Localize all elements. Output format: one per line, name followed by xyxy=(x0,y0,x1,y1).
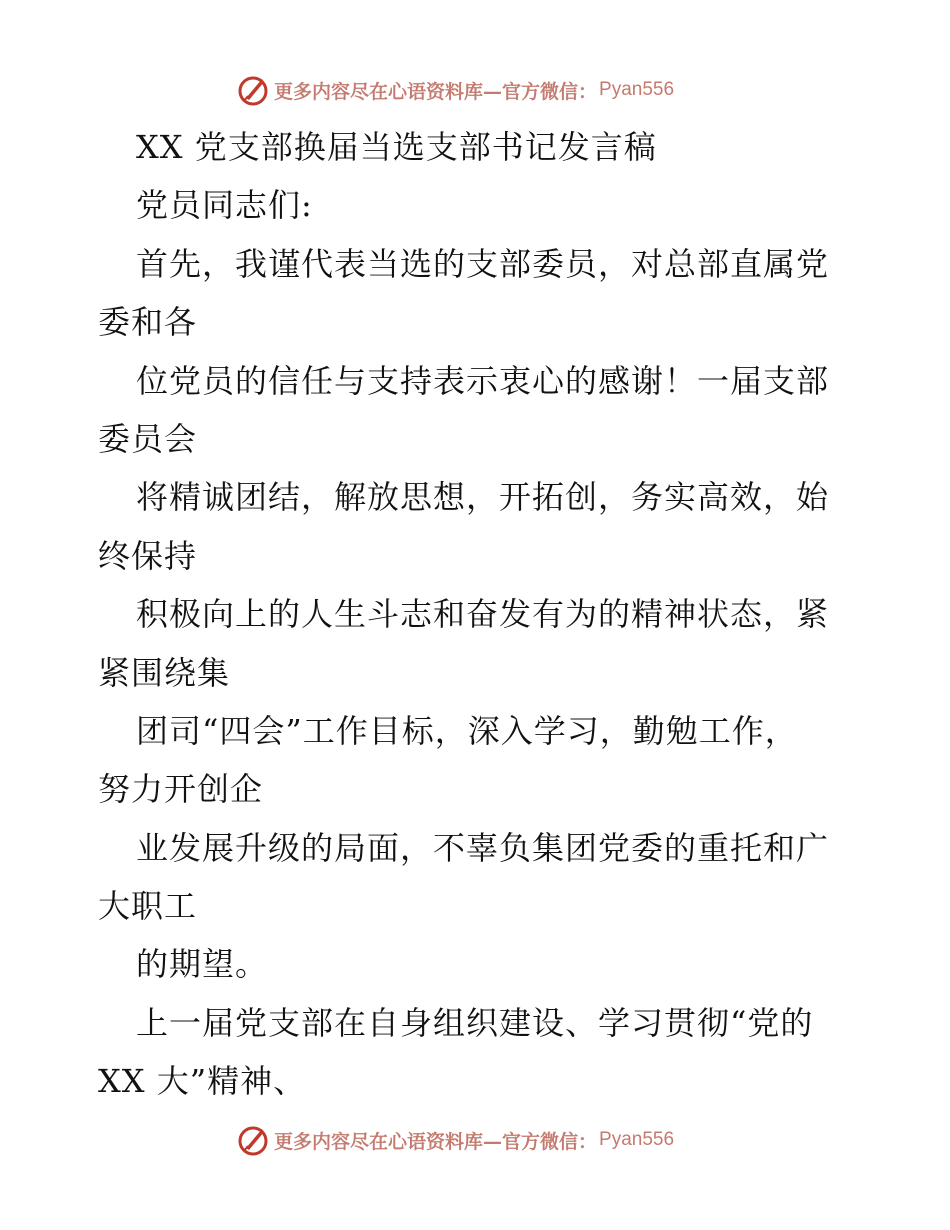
paragraph-line: 委员会 xyxy=(98,419,198,458)
document-body xyxy=(98,118,858,1111)
paragraph-line: 的期望。 xyxy=(136,945,269,984)
paragraph-line: 紧围绕集 xyxy=(98,653,231,692)
header-banner-text: 更多内容尽在心语资料库—官方微信： xyxy=(274,80,598,103)
paragraph-line: 大职工 xyxy=(98,887,198,926)
paragraph-line: 努力开创企 xyxy=(98,770,264,809)
paragraph-line: 积极向上的人生斗志和奋发有为的精神状态，紧 xyxy=(136,595,830,634)
footer-banner xyxy=(236,1122,674,1158)
quill-logo-icon xyxy=(236,1123,270,1157)
paragraph-line: 首先，我谨代表当选的支部委员，对总部直属党 xyxy=(136,244,830,283)
footer-banner-brand: Pyan556 xyxy=(599,1129,675,1150)
paragraph-line: 位党员的信任与支持表示衷心的感谢！一届支部 xyxy=(136,361,830,400)
document-title: XX 党支部换届当选支部书记发言稿 xyxy=(136,128,657,166)
paragraph-line: 业发展升级的局面，不辜负集团党委的重托和广 xyxy=(136,828,830,867)
salutation: 党员同志们: xyxy=(136,186,313,225)
paragraph-line: XX 大”精神、 xyxy=(98,1062,307,1101)
paragraph-line: 终保持 xyxy=(98,536,198,575)
header-banner xyxy=(236,72,674,108)
paragraph-line: 上一届党支部在自身组织建设、学习贯彻“党的 xyxy=(136,1003,814,1042)
paragraph-line: 委和各 xyxy=(98,303,198,342)
paragraph-line: 团司“四会”工作目标，深入学习，勤勉工作， xyxy=(136,711,798,750)
header-banner-brand: Pyan556 xyxy=(599,79,675,100)
footer-banner-text: 更多内容尽在心语资料库—官方微信： xyxy=(274,1130,598,1153)
paragraph-line: 将精诚团结，解放思想，开拓创，务实高效，始 xyxy=(136,478,830,517)
quill-logo-icon xyxy=(236,73,270,107)
